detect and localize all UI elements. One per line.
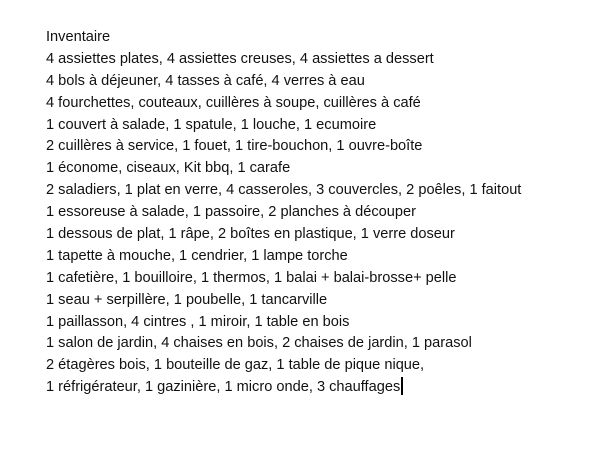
inventory-line: 1 salon de jardin, 4 chaises en bois, 2 chaises de jardin, 1 parasol — [46, 335, 472, 352]
inventory-line: 4 assiettes plates, 4 assiettes creuses, 4 assiettes a dessert — [46, 50, 434, 67]
text-cursor — [401, 377, 403, 395]
inventory-line: 1 paillasson, 4 cintres , 1 miroir, 1 table en bois — [46, 313, 350, 330]
inventory-line: 1 dessous de plat, 1 râpe, 2 boîtes en plastique, 1 verre doseur — [46, 226, 455, 243]
inventory-line: 1 cafetière, 1 bouilloire, 1 thermos, 1 balai + balai-brosse+ pelle — [46, 269, 457, 286]
inventory-line: 1 couvert à salade, 1 spatule, 1 louche, 1 ecumoire — [46, 116, 377, 133]
inventory-line: 4 fourchettes, couteaux, cuillères à soupe, cuillères à café — [46, 94, 421, 111]
inventory-line: 1 tapette à mouche, 1 cendrier, 1 lampe torche — [46, 247, 348, 264]
inventory-line: 1 seau + serpillère, 1 poubelle, 1 tancarville — [46, 291, 328, 308]
inventory-line: 2 étagères bois, 1 bouteille de gaz, 1 table de pique nique, — [46, 357, 425, 374]
inventory-line: 1 économe, ciseaux, Kit bbq, 1 carafe — [46, 160, 291, 177]
document-body[interactable] — [46, 27, 612, 399]
inventory-line: 1 essoreuse à salade, 1 passoire, 2 planches à découper — [46, 204, 416, 221]
inventory-line: 4 bols à déjeuner, 4 tasses à café, 4 verres à eau — [46, 72, 365, 89]
inventory-line-last — [46, 377, 612, 399]
inventory-line-text: 1 réfrigérateur, 1 gazinière, 1 micro onde, 3 chauffages — [46, 379, 401, 396]
inventory-line: 2 saladiers, 1 plat en verre, 4 casseroles, 3 couvercles, 2 poêles, 1 faitout — [46, 182, 522, 199]
document-title: Inventaire — [46, 29, 111, 45]
inventory-line: 2 cuillères à service, 1 fouet, 1 tire-bouchon, 1 ouvre-boîte — [46, 138, 423, 155]
